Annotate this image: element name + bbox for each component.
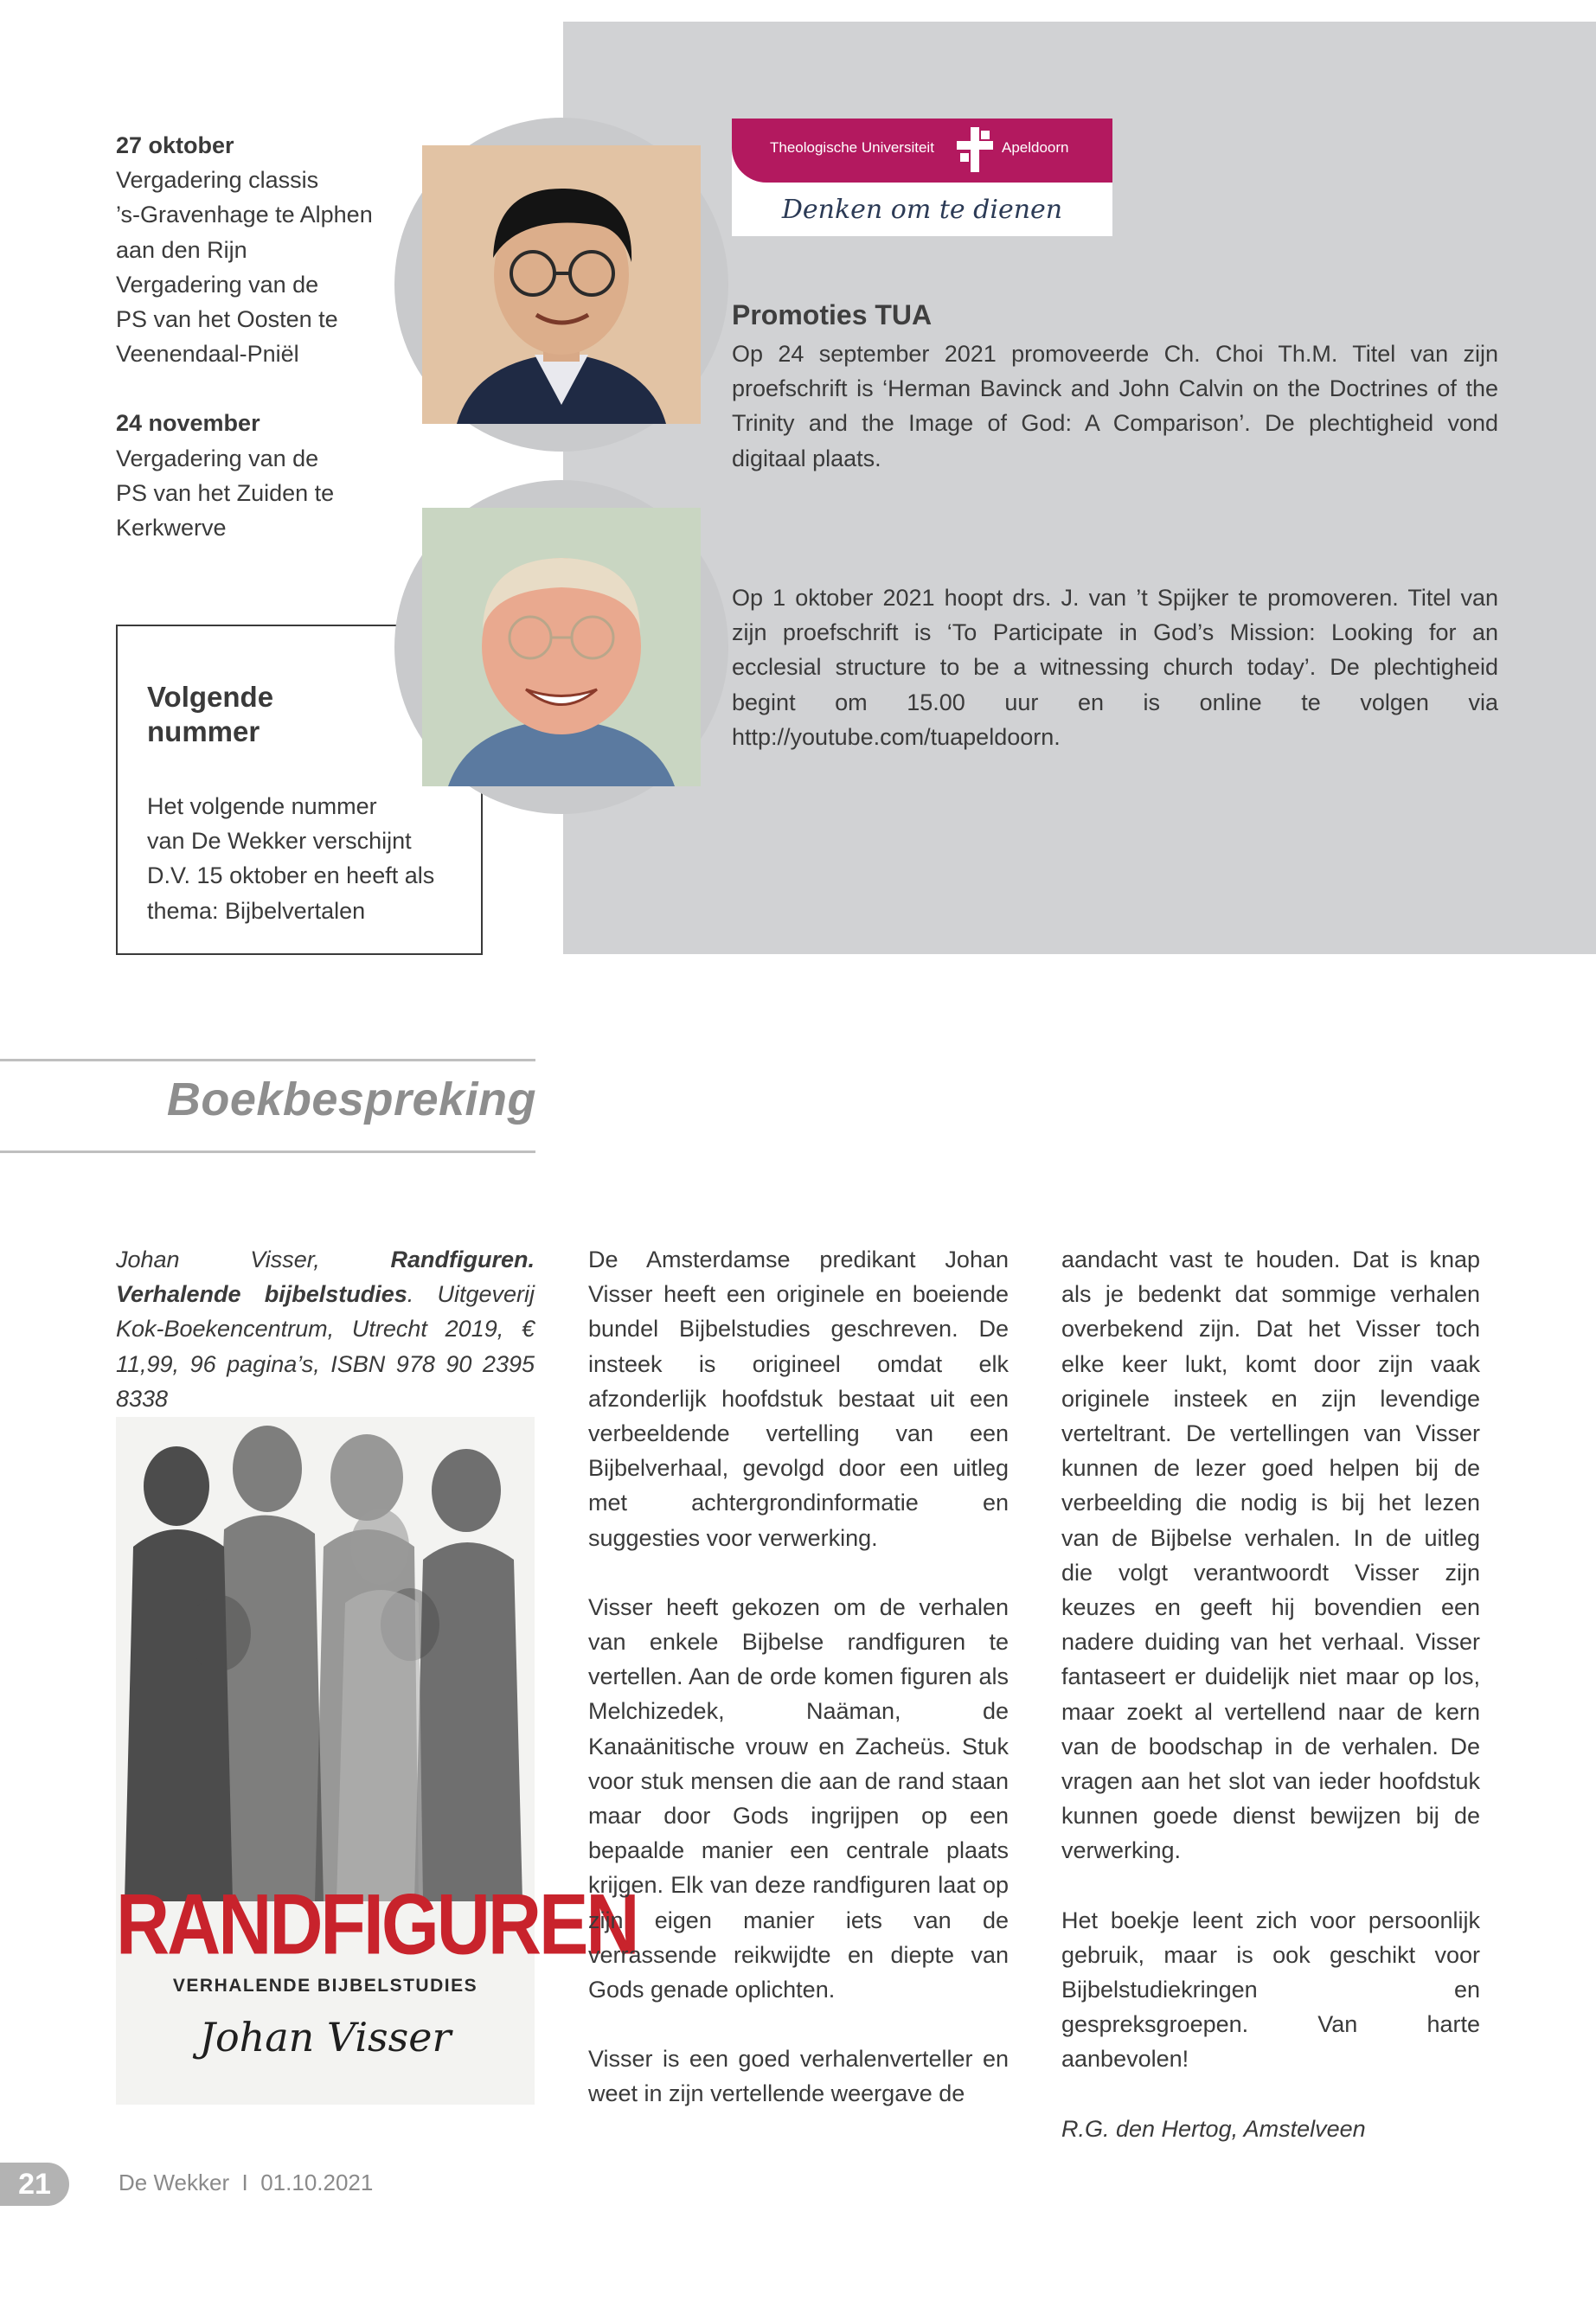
- agenda: [116, 128, 410, 545]
- agenda-date-2: 24 november: [116, 410, 260, 437]
- agenda-line: aan den Rijn: [116, 236, 247, 263]
- portrait-van-t-spijker: [422, 508, 701, 786]
- review-column-2: [588, 1242, 1009, 2112]
- book-reference: [116, 1242, 535, 1416]
- next-issue-body: [147, 789, 467, 928]
- cover-silhouettes: [116, 1417, 535, 1901]
- next-issue-line: Het volgende nummer: [147, 793, 377, 819]
- promotions-title: Promoties TUA: [732, 299, 933, 330]
- review-column-3: [1061, 1242, 1480, 2146]
- heading-rule-bottom: [0, 1150, 535, 1153]
- promotion-paragraph-2: Op 1 oktober 2021 hoopt drs. J. van ’t Spijker te promoveren. Titel van zijn proefschrift is ‘To Participate in God’s Mission: Looking for an ecclesial structure to be a witnessing church today’. De plechtigheid begint om 15.00 uur en is online te volgen via http://youtube.com/tuapeldoorn.: [732, 585, 1498, 750]
- agenda-line: PS van het Oosten te: [116, 306, 338, 333]
- review-paragraph: Visser is een goed verhalenverteller en weet in zijn vertellende weergave de: [588, 2046, 1009, 2107]
- agenda-line: Vergadering van de: [116, 271, 319, 298]
- cover-title: RANDFIGUREN: [116, 1876, 638, 1973]
- tua-logo-right-text: Apeldoorn: [1002, 139, 1069, 156]
- footer-publication: De Wekker I 01.10.2021: [119, 2170, 374, 2195]
- agenda-line: Vergadering classis: [116, 167, 319, 194]
- cover-author: Johan Visser: [199, 2014, 452, 2061]
- review-paragraph: Het boekje leent zich voor persoonlijk gebruik, maar is ook geschikt voor Bijbelstudiekringen en gespreksgroepen. Van harte aanbevolen!: [1061, 1907, 1480, 2073]
- review-paragraph: aandacht vast te houden. Dat is knap als je bedenkt dat sommige verhalen overbekend zijn. Dat het Visser toch elke keer lukt, komt door zijn vaak originele insteek en zijn levendige verteltrant. De vertellingen van Visser kunnen de lezer goed helpen bij de verbeelding die nodig is bij het lezen van de Bijbelse verhalen. In de uitleg die volgt verantwoordt Visser zijn keuzes en geeft hij bovendien een nadere duiding van het verhaal. Visser fantaseert er duidelijk niet maar op los, maar zoekt al vertellend naar de kern van de boodschap in de verhalen. De vragen aan het slot van ieder hoofdstuk kunnen goede dienst bewijzen bij de verwerking.: [1061, 1247, 1480, 1864]
- agenda-line: ’s-Gravenhage te Alphen: [116, 202, 373, 228]
- next-issue-title-line: Volgende: [147, 681, 274, 713]
- next-issue-title-line: nummer: [147, 715, 260, 747]
- promotion-paragraph-1: Op 24 september 2021 promoveerde Ch. Choi Th.M. Titel van zijn proefschrift is ‘Herman Bavinck and John Calvin on the Doctrines of the Trinity and the Image of God: A Comparison’. De plechtigheid vond digitaal plaats.: [732, 341, 1498, 471]
- cover-subtitle: VERHALENDE BIJBELSTUDIES: [172, 1976, 478, 1996]
- agenda-line: Kerkwerve: [116, 515, 227, 542]
- tua-logo: [732, 119, 1112, 236]
- page-number: 21: [0, 2163, 69, 2206]
- section-heading: Boekbespreking: [166, 1074, 536, 1125]
- agenda-line: Vergadering van de: [116, 445, 319, 471]
- heading-rule-top: [0, 1059, 535, 1061]
- agenda-line: Veenendaal-Pniël: [116, 341, 299, 368]
- tua-logo-tagline: Denken om te dienen: [781, 195, 1063, 225]
- tua-logo-emblem: [957, 127, 993, 172]
- book-author: Johan Visser,: [116, 1247, 391, 1272]
- book-details: . Uitgeverij Kok-Boekencentrum, Utrecht 2019, € 11,99, 96 pagina’s, ISBN 978 90 2395 8338: [116, 1281, 535, 1412]
- book-cover: [116, 1417, 638, 2105]
- book-title: Randfiguren. Verhalende bijbelstudies: [116, 1247, 535, 1308]
- review-paragraph: De Amsterdamse predikant Johan Visser heeft een originele en boeiende bundel Bijbelstudies geschreven. De insteek is origineel omdat elk afzonderlijk hoofdstuk bestaat uit een verbeeldende vertelling van een Bijbelverhaal, gevolgd door een uitleg met achtergrondinformatie en suggesties voor verwerking.: [588, 1247, 1009, 1551]
- agenda-date-1: 27 oktober: [116, 132, 234, 158]
- next-issue-line: thema: Bijbelvertalen: [147, 897, 366, 924]
- tua-logo-left-text: Theologische Universiteit: [770, 139, 934, 156]
- agenda-line: PS van het Zuiden te: [116, 479, 335, 506]
- next-issue-line: D.V. 15 oktober en heeft als: [147, 862, 435, 889]
- portrait-choi: [422, 145, 701, 424]
- review-paragraph: Visser heeft gekozen om de verhalen van enkele Bijbelse randfiguren te vertellen. Aan de orde komen figuren als Melchizedek, Naäman, de Kanaänitische vrouw en Zacheüs. Stuk voor stuk mensen die aan de rand staan maar door Gods ingrijpen op een bepaalde manier een centrale plaats krijgen. Elk van deze randfiguren laat op zijn eigen manier iets van de verrassende reikwijdte en diepte van Gods genade oplichten.: [588, 1593, 1009, 2003]
- next-issue-line: van De Wekker verschijnt: [147, 828, 412, 855]
- next-issue-title: [147, 680, 273, 749]
- review-signature: R.G. den Hertog, Amstelveen: [1061, 2115, 1366, 2142]
